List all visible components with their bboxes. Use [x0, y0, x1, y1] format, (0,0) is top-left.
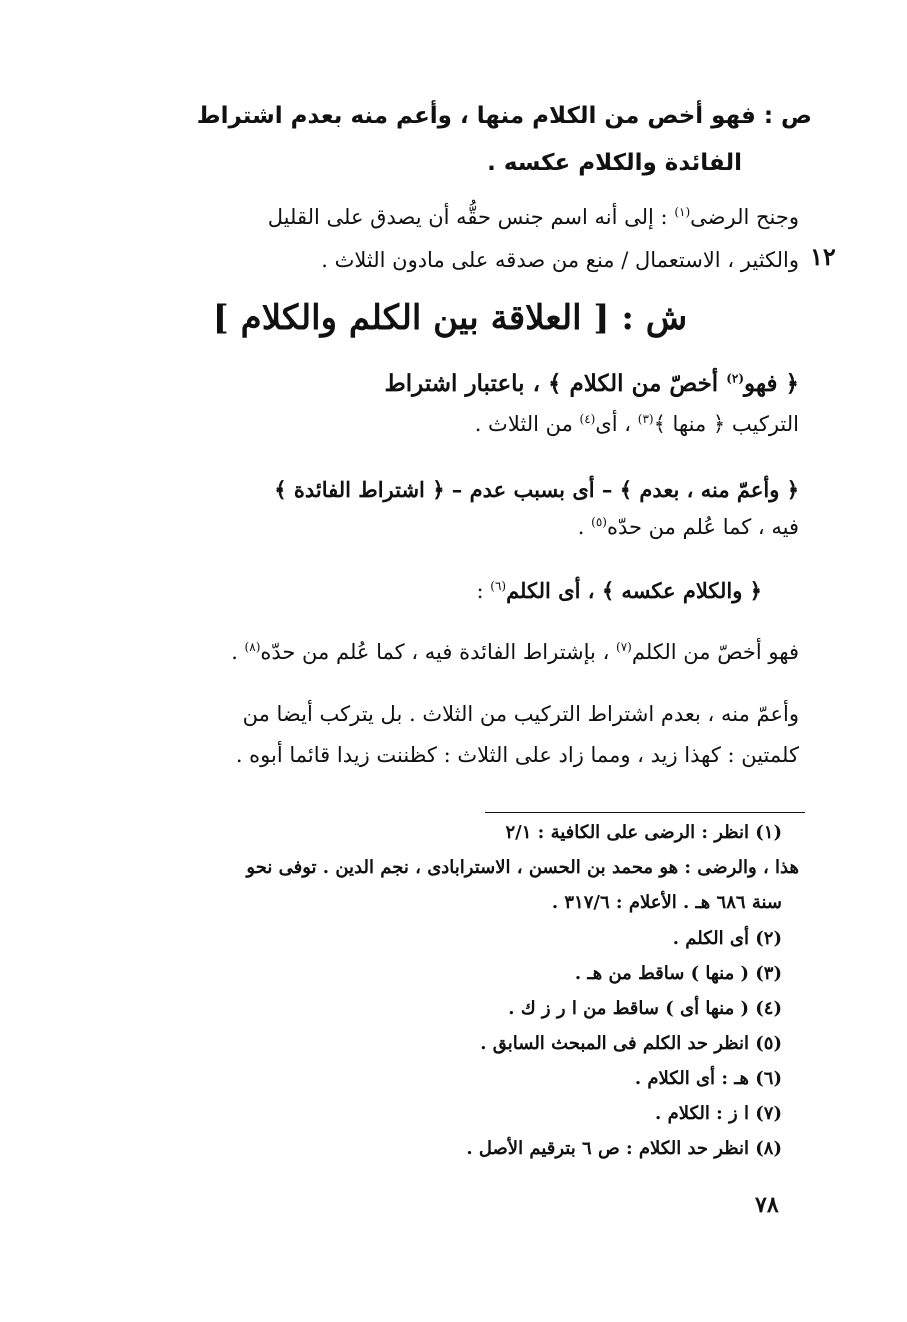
- para4-text-a: فهو أخصّ من الكلم: [631, 640, 799, 664]
- footnote-ref-7: (٧): [616, 640, 632, 654]
- footnote-3: (٣) ( منها ) ساقط من هـ .: [574, 963, 782, 984]
- para3-line-1: [102, 578, 762, 603]
- para2-line-1: ﴿ وأعمّ منه ، بعدم ﴾ – أى بسبب عدم – ﴿ اشتراط الفائدة ﴾: [274, 477, 799, 502]
- page-number: ٧٨: [755, 1192, 779, 1218]
- footnote-ref-8: (٨): [244, 640, 261, 654]
- footnote-ref-3: (٣): [637, 412, 654, 426]
- intro-line-1: [99, 205, 799, 229]
- footnote-divider: [485, 812, 805, 813]
- para4-line-1: [99, 640, 799, 664]
- footnote-7: (٧) ا ز : الكلام .: [655, 1103, 782, 1124]
- para1-text-e: من الثلاث .: [474, 412, 580, 436]
- para3-text-a: ﴿ والكلام عكسه ﴾ ، أى الكلم: [506, 578, 762, 603]
- para1-text-b: أخصّ من الكلام ﴾ ، باعتبار اشتراط: [384, 370, 727, 397]
- footnote-4: (٤) ( منها أى ) ساقط من ا ر ز ك .: [508, 998, 782, 1019]
- para5-line-2: كلمتين : كهذا زيد ، ومما زاد على الثلاث : كظننت زيدا قائما أبوه .: [235, 743, 799, 767]
- footnote-ref-1: (١): [674, 205, 691, 219]
- para1-text-d: ، أى: [595, 412, 638, 436]
- footnote-2: (٢) أى الكلم .: [672, 928, 782, 949]
- para4-text-c: .: [231, 640, 245, 664]
- para5-line-1: وأعمّ منه ، بعدم اشتراط التركيب من الثلاث . بل يتركب أيضا من: [242, 702, 799, 726]
- para2-line-2: [99, 515, 799, 539]
- footnote-ref-5: (٥): [591, 515, 607, 529]
- para1-text-a: ﴿ فهو: [744, 370, 799, 397]
- para3-text-b: :: [476, 579, 491, 603]
- footnote-8: (٨) انظر حد الكلام : ص ٦ بترقيم الأصل .: [466, 1138, 782, 1159]
- intro-text-a: وجنح الرضى: [690, 205, 799, 229]
- margin-number: ١٢: [810, 242, 836, 271]
- footnote-6: (٦) هـ : أى الكلام .: [634, 1068, 782, 1089]
- para1-line-1: [99, 370, 799, 397]
- footnote-1: (١) انظر : الرضى على الكافية : ٢/١: [505, 822, 782, 843]
- footnote-ref-4: (٤): [579, 412, 596, 426]
- matn-line-2: الفائدة والكلام عكسه .: [487, 150, 742, 176]
- intro-text-b: : إلى أنه اسم جنس حقُّه أن يصدق على القليل: [267, 205, 675, 229]
- para4-text-b: ، بإشتراط الفائدة فيه ، كما عُلم من حدّه: [260, 640, 617, 664]
- footnote-ref-2: (٢): [726, 371, 745, 386]
- para2-text-b: .: [577, 515, 592, 539]
- para2-text-a: فيه ، كما عُلم من حدّه: [606, 515, 799, 539]
- footnote-1-cont-2: سنة ٦٨٦ هـ . الأعلام : ٣١٧/٦ .: [551, 892, 782, 913]
- footnote-1-cont-1: هذا ، والرضى : هو محمد بن الحسن ، الاسترابادى ، نجم الدين . توفى نحو: [246, 857, 799, 878]
- section-heading: ش : [ العلاقة بين الكلم والكلام ]: [212, 298, 688, 338]
- matn-line-1: ص : فهو أخص من الكلام منها ، وأعم منه بعدم اشتراط: [196, 103, 812, 129]
- footnote-5: (٥) انظر حد الكلم فى المبحث السابق .: [480, 1033, 782, 1054]
- intro-line-2: والكثير ، الاستعمال / منع من صدقه على مادون الثلاث .: [321, 248, 799, 272]
- para1-text-c: التركيب ﴿ منها ﴾: [653, 412, 799, 436]
- para1-line-2: [99, 412, 799, 436]
- footnote-ref-6: (٦): [490, 579, 507, 593]
